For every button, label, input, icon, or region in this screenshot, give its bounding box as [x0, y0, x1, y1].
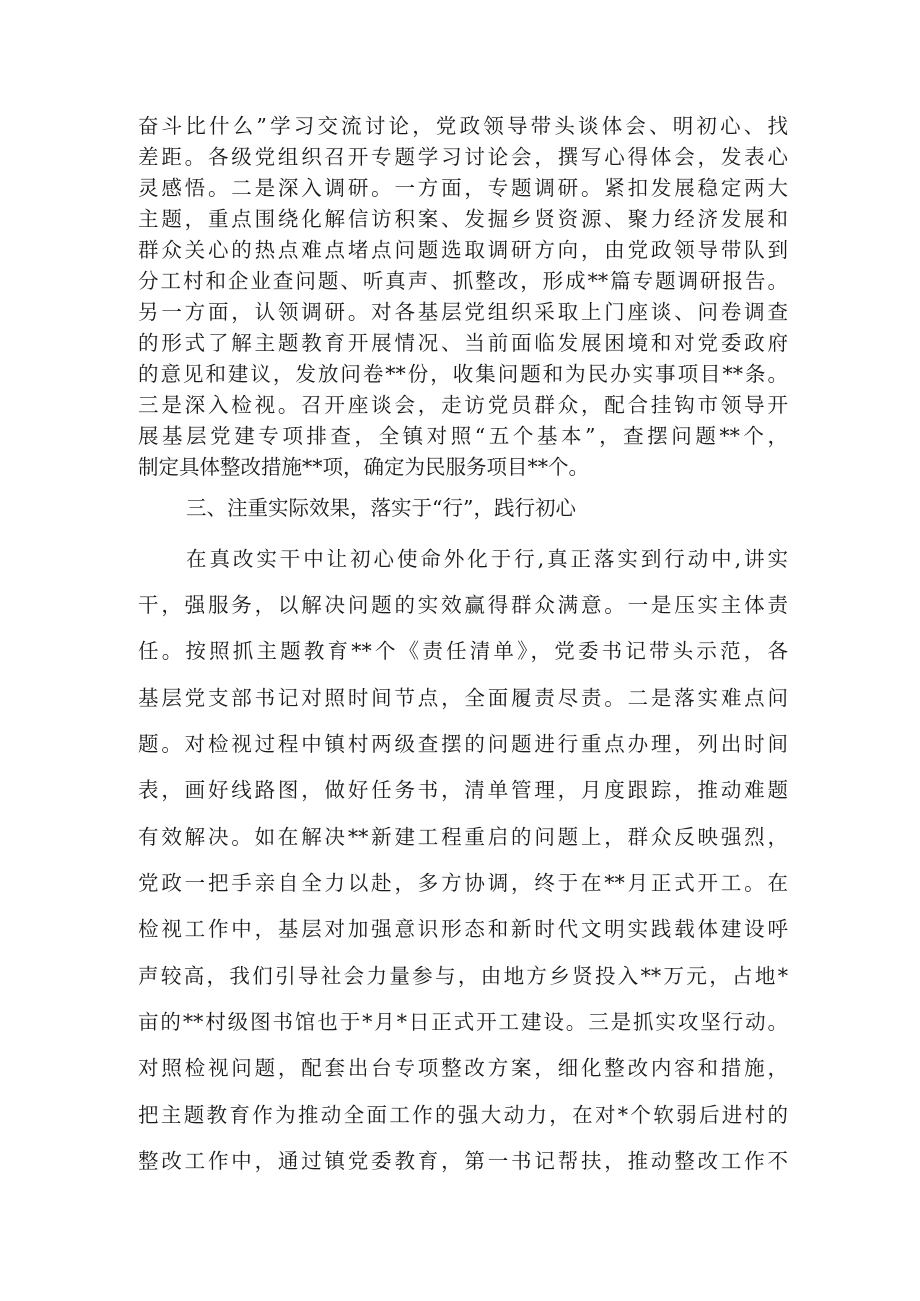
text-line: 检视工作中，基层对加强意识形态和新时代文明实践载体建设呼 — [138, 917, 788, 941]
text-line: 群众关心的热点难点堵点问题选取调研方向，由党政领导带队到 — [138, 238, 788, 262]
text-line: 任。按照抓主题教育**个《责任清单》，党委书记带头示范，各 — [138, 639, 788, 663]
text-line: 三是深入检视。召开座谈会，走访党员群众，配合挂钩市领导开 — [138, 393, 788, 417]
text-line: 题。对检视过程中镇村两级查摆的问题进行重点办理，列出时间 — [138, 732, 788, 756]
text-line: 制定具体整改措施**项，确定为民服务项目**个。 — [138, 455, 589, 479]
text-line: 展基层党建专项排查，全镇对照“五个基本”，查摆问题**个， — [138, 424, 788, 448]
text-line: 基层党支部书记对照时间节点，全面履责尽责。二是落实难点问 — [138, 686, 788, 710]
text-line: 声较高，我们引导社会力量参与，由地方乡贤投入**万元，占地* — [138, 964, 788, 988]
text-line: 主题，重点围绕化解信访积案、发掘乡贤资源、聚力经济发展和 — [138, 207, 788, 231]
text-line: 灵感悟。二是深入调研。一方面，专题调研。紧扣发展稳定两大 — [138, 176, 788, 200]
text-line: 干，强服务，以解决问题的实效赢得群众满意。一是压实主体责 — [138, 593, 788, 617]
text-line: 亩的**村级图书馆也于*月*日正式开工建设。三是抓实攻坚行动。 — [138, 1010, 788, 1034]
section-heading: 三、注重实际效果，落实于“行”，践行初心 — [186, 496, 576, 520]
text-line: 分工村和企业查问题、听真声、抓整改，形成**篇专题调研报告。 — [138, 269, 788, 293]
text-line: 另一方面，认领调研。对各基层党组织采取上门座谈、问卷调查 — [138, 300, 788, 324]
text-line: 在真改实干中让初心使命外化于行,真正落实到行动中,讲实 — [186, 547, 788, 571]
text-line: 差距。各级党组织召开专题学习讨论会，撰写心得体会，发表心 — [138, 145, 788, 169]
text-line: 的形式了解主题教育开展情况、当前面临发展困境和对党委政府 — [138, 331, 788, 355]
text-line: 对照检视问题，配套出台专项整改方案，细化整改内容和措施， — [138, 1056, 788, 1080]
text-line: 的意见和建议，发放问卷**份，收集问题和为民办实事项目**条。 — [138, 362, 788, 386]
text-line: 有效解决。如在解决**新建工程重启的问题上，群众反映强烈， — [138, 825, 788, 849]
text-line: 奋斗比什么”学习交流讨论，党政领导带头谈体会、明初心、找 — [138, 114, 788, 138]
text-line: 把主题教育作为推动全面工作的强大动力，在对*个软弱后进村的 — [138, 1103, 788, 1127]
text-line: 表，画好线路图，做好任务书，清单管理，月度跟踪，推动难题 — [138, 778, 788, 802]
text-line: 党政一把手亲自全力以赴，多方协调，终于在**月正式开工。在 — [138, 871, 788, 895]
text-line: 整改工作中，通过镇党委教育，第一书记帮扶，推动整改工作不 — [138, 1149, 788, 1173]
